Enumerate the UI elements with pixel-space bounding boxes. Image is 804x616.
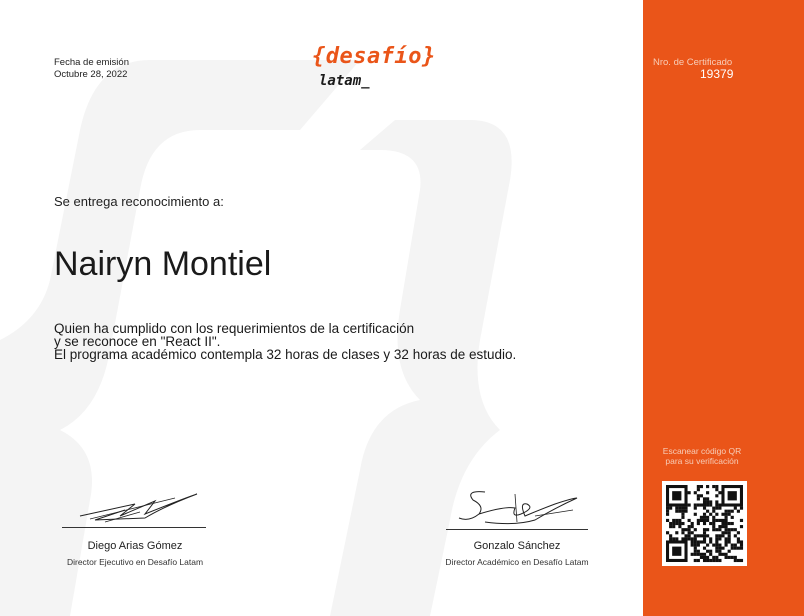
issue-date-label: Fecha de emisión <box>54 57 129 68</box>
qr-code-icon[interactable] <box>662 481 747 566</box>
description-line: El programa académico contempla 32 horas de clases y 32 horas de estudio. <box>54 347 517 362</box>
qr-caption-line: para su verificación <box>665 456 739 466</box>
signatory-name: Gonzalo Sánchez <box>473 540 561 552</box>
signature-icon <box>455 486 585 528</box>
qr-caption <box>643 446 761 466</box>
logo-sub: latam_ <box>319 73 370 89</box>
signatory-role: Director Académico en Desafío Latam <box>445 557 589 567</box>
logo-brand: {desafío} <box>312 44 436 69</box>
recipient-name: Nairyn Montiel <box>54 245 272 283</box>
signature-line <box>446 529 588 530</box>
qr-code-graphic <box>662 481 747 566</box>
signatory-role: Director Ejecutivo en Desafío Latam <box>66 557 204 567</box>
cert-number-label: Nro. de Certificado <box>653 57 733 68</box>
description-line: y se reconoce en "React II". <box>54 334 221 349</box>
cert-number: 19379 <box>700 67 734 81</box>
signatory-name: Diego Arias Gómez <box>87 540 183 552</box>
issue-date: Octubre 28, 2022 <box>54 69 128 80</box>
intro-text: Se entrega reconocimiento a: <box>54 194 224 209</box>
qr-caption-line: Escanear código QR <box>662 446 742 456</box>
signature-icon <box>75 486 205 526</box>
description-line: Quien ha cumplido con los requerimientos de la certificación <box>54 321 415 336</box>
description <box>54 322 614 361</box>
signature-line <box>62 527 206 528</box>
